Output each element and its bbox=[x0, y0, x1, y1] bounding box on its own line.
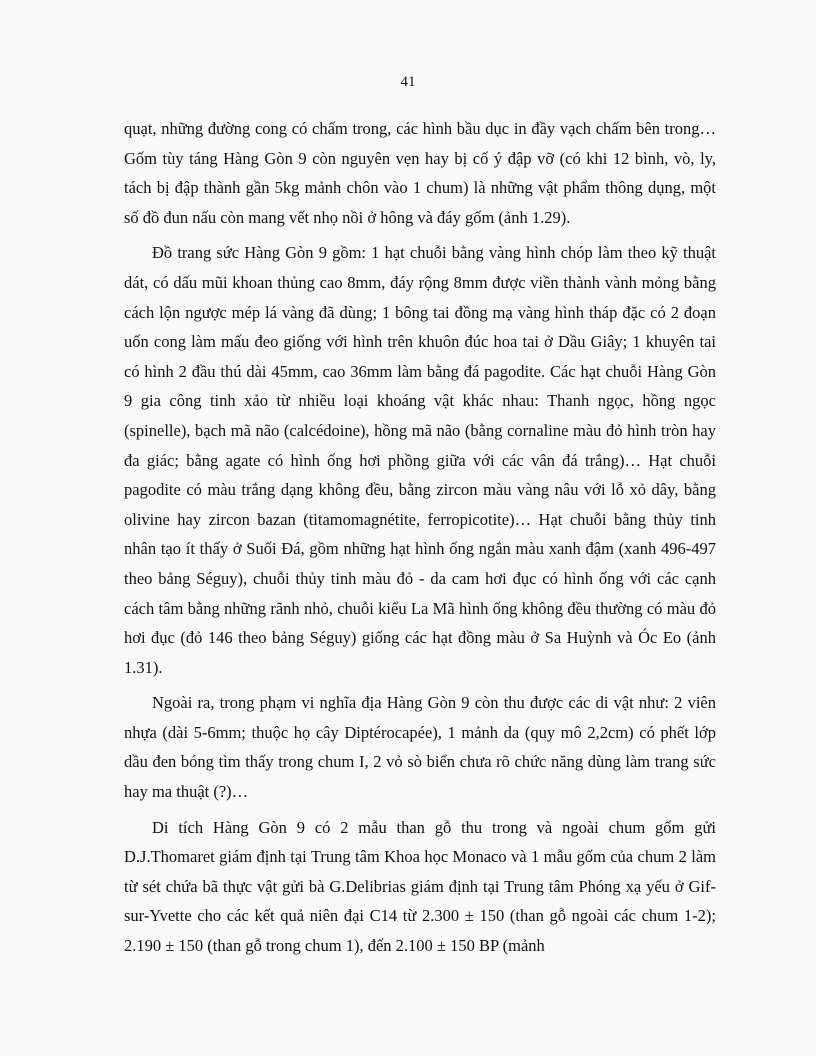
body-text bbox=[124, 114, 716, 967]
paragraph-dating: Di tích Hàng Gòn 9 có 2 mẫu than gỗ thu trong và ngoài chum gốm gửi D.J.Thomaret giám định tại Trung tâm Khoa học Monaco và 1 mẫu gốm của chum 2 làm từ sét chứa bã thực vật gửi bà G.Delibrias giám định tại Trung tâm Phóng xạ yếu ở Gif-sur-Yvette cho các kết quả niên đại C14 từ 2.300 ± 150 (than gỗ ngoài các chum 1-2); 2.190 ± 150 (than gỗ trong chum 1), đến 2.100 ± 150 BP (mảnh bbox=[124, 817, 716, 956]
paragraph-other-artifacts: Ngoài ra, trong phạm vi nghĩa địa Hàng Gòn 9 còn thu được các di vật như: 2 viên nhựa (dài 5-6mm; thuộc họ cây Diptérocapée), 1 mảnh da (quy mô 2,2cm) có phết lớp dầu đen bóng tìm thấy trong chum I, 2 vỏ sò biển chưa rõ chức năng dùng làm trang sức hay ma thuật (?)… bbox=[124, 693, 716, 802]
paragraph-jewelry: Đồ trang sức Hàng Gòn 9 gồm: 1 hạt chuỗi bằng vàng hình chóp làm theo kỹ thuật dát, có dấu mũi khoan thủng cao 8mm, đáy rộng 8mm được viền thành vành mỏng bằng cách lộn ngược mép lá vàng đã dùng; 1 bông tai đồng mạ vàng hình tháp đặc có 2 đoạn uốn cong làm mấu đeo giống với hình trên khuôn đúc hoa tai ở Dầu Giây; 1 khuyên tai có hình 2 đầu thú dài 45mm, cao 36mm làm bằng đá pagodite. Các hạt chuỗi Hàng Gòn 9 gia công tinh xảo từ nhiều loại khoáng vật khác nhau: Thanh ngọc, hồng ngọc (spinelle), bạch mã não (calcédoine), hồng mã não (bằng cornaline màu đỏ hình tròn hay đa giác; bằng agate có hình ống hơi phồng giữa với các vân đá trắng)… Hạt chuỗi pagodite có màu trắng dạng không đều, bằng zircon màu vàng nâu với lỗ xỏ dây, bằng olivine hay zircon bazan (titamomagnétite, ferropicotite)… Hạt chuỗi bằng thủy tinh nhân tạo ít thấy ở Suối Đá, gồm những hạt hình ống ngắn màu xanh đậm (xanh 496-497 theo bảng Séguy), chuỗi thủy tinh màu đỏ - da cam hơi đục có hình ống với các cạnh cách tâm bằng những rãnh nhỏ, chuỗi kiểu La Mã hình ống không đều thường có màu đỏ hơi đục (đỏ 146 theo bảng Séguy) giống các hạt đồng màu ở Sa Huỳnh và Óc Eo (ảnh 1.31). bbox=[124, 243, 716, 677]
page-number: 41 bbox=[400, 74, 416, 90]
paragraph-continuation: quạt, những đường cong có chấm trong, các hình bầu dục in đầy vạch chấm bên trong… Gốm tùy táng Hàng Gòn 9 còn nguyên vẹn hay bị cố ý đập vỡ (có khi 12 bình, vò, ly, tách bị đập thành gần 5kg mảnh chôn vào 1 chum) là những vật phẩm thông dụng, một số đồ đun nấu còn mang vết nhọ nồi ở hông và đáy gốm (ảnh 1.29). bbox=[124, 119, 716, 227]
